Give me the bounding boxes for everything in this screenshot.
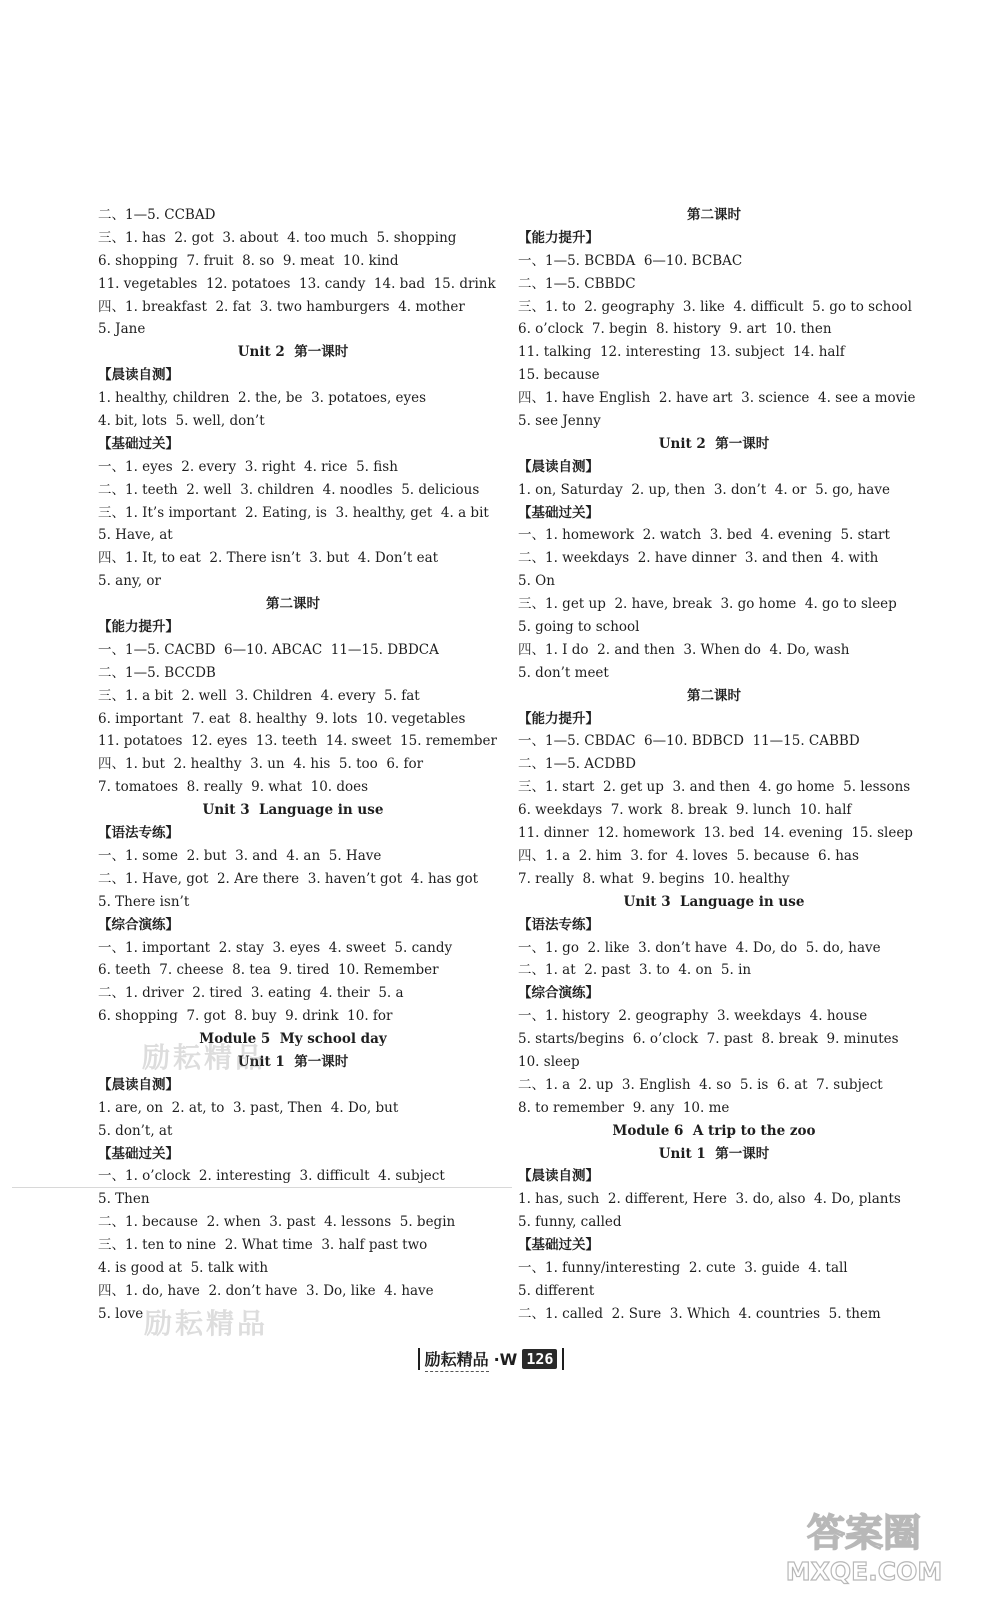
exercise-label: 【能力提升】: [98, 619, 179, 636]
exercise-label: 【晨读自测】: [98, 367, 179, 384]
exercise-label: 【能力提升】: [518, 229, 599, 246]
exercise-label: 【晨读自测】: [98, 1076, 179, 1093]
exercise-label: 【基础过关】: [98, 435, 179, 452]
section-heading: Unit 1 第一课时: [658, 1145, 770, 1162]
answer-line: 一、1. o’clock 2. interesting 3. difficult 4. subject: [98, 1168, 445, 1185]
answer-line: 四、1. do, have 2. don’t have 3. Do, like 4. have: [98, 1282, 434, 1299]
exercise-label: 【语法专练】: [518, 916, 599, 933]
answer-line: 11. dinner 12. homework 13. bed 14. evening 15. sleep: [518, 825, 913, 842]
exercise-label: 【语法专练】: [98, 825, 179, 842]
answer-line: 二、1. driver 2. tired 3. eating 4. their 5. a: [98, 985, 404, 1002]
section-heading: 第二课时: [687, 207, 741, 223]
answer-line: 5. don’t meet: [518, 664, 609, 681]
exercise-label: 【基础过关】: [518, 1237, 599, 1254]
answer-line: 二、1. a 2. up 3. English 4. so 5. is 6. at 7. subject: [518, 1076, 883, 1093]
answer-line: 二、1. Have, got 2. Are there 3. haven’t got 4. has got: [98, 870, 479, 887]
answer-line: 11. vegetables 12. potatoes 13. candy 14. bad 15. drink: [98, 275, 496, 292]
answer-line: 三、1. has 2. got 3. about 4. too much 5. shopping: [98, 229, 457, 246]
answer-line: 一、1. eyes 2. every 3. right 4. rice 5. fish: [98, 458, 398, 475]
answer-line: 三、1. It’s important 2. Eating, is 3. healthy, get 4. a bit: [98, 504, 489, 521]
answer-line: 5. funny, called: [518, 1214, 622, 1231]
answer-column-left: [98, 204, 497, 1326]
answer-line: 一、1—5. CBDAC 6—10. BDBCD 11—15. CABBD: [518, 733, 860, 750]
watermark-logo: [749, 1504, 979, 1588]
answer-line: 二、1. weekdays 2. have dinner 3. and then 4. with: [518, 550, 879, 567]
answer-line: 一、1—5. BCBDA 6—10. BCBAC: [518, 252, 743, 269]
answer-line: 三、1. get up 2. have, break 3. go home 4. go to sleep: [518, 596, 897, 613]
answer-line: 5. love: [98, 1305, 144, 1322]
answer-line: 三、1. ten to nine 2. What time 3. half past two: [98, 1237, 428, 1254]
answer-line: 5. Then: [98, 1191, 150, 1208]
answer-line: 二、1—5. BCCDB: [98, 664, 216, 681]
answer-line: 6. shopping 7. fruit 8. so 9. meat 10. kind: [98, 252, 399, 269]
answer-line: 一、1. history 2. geography 3. weekdays 4. house: [518, 1008, 868, 1025]
answer-line: 三、1. start 2. get up 3. and then 4. go home 5. lessons: [518, 779, 911, 796]
section-heading: 第二课时: [266, 596, 320, 613]
answer-line: 一、1. go 2. like 3. don’t have 4. Do, do 5. do, have: [518, 939, 881, 956]
answer-line: 7. really 8. what 9. begins 10. healthy: [518, 870, 790, 887]
exercise-label: 【晨读自测】: [518, 458, 599, 475]
answer-line: 四、1. but 2. healthy 3. un 4. his 5. too 6. for: [98, 756, 424, 773]
section-heading: Unit 3 Language in use: [623, 893, 805, 910]
answer-line: 11. potatoes 12. eyes 13. teeth 14. sweet 15. remember: [98, 733, 497, 750]
answer-line: 二、1. because 2. when 3. past 4. lessons 5. begin: [98, 1214, 456, 1231]
section-heading: Unit 2 第一课时: [237, 344, 349, 361]
answer-line: 11. talking 12. interesting 13. subject 14. half: [518, 344, 845, 361]
answer-line: 三、1. a bit 2. well 3. Children 4. every 5. fat: [98, 687, 420, 704]
page-footer: [411, 1346, 571, 1372]
answer-line: 四、1. I do 2. and then 3. When do 4. Do, wash: [518, 641, 850, 658]
faded-stamp: 励耘精品: [144, 1307, 269, 1340]
exercise-label: 【基础过关】: [518, 504, 599, 521]
answer-line: 三、1. to 2. geography 3. like 4. difficult 5. go to school: [518, 298, 912, 315]
answer-line: 5. There isn’t: [98, 893, 190, 910]
page-number: 126: [522, 1349, 557, 1369]
answer-line: 5. going to school: [518, 619, 640, 636]
exercise-label: 【基础过关】: [98, 1145, 179, 1162]
answer-line: 1. healthy, children 2. the, be 3. potatoes, eyes: [98, 390, 427, 407]
answer-line: 1. on, Saturday 2. up, then 3. don’t 4. or 5. go, have: [518, 481, 890, 498]
footer-sep: ·W: [493, 1349, 518, 1369]
answer-line: 5. starts/begins 6. o’clock 7. past 8. break 9. minutes: [518, 1031, 899, 1048]
answer-line: 5. any, or: [98, 573, 161, 590]
section-heading: Unit 1 第一课时: [237, 1053, 349, 1070]
answer-line: 二、1. at 2. past 3. to 4. on 5. in: [518, 962, 752, 979]
answer-line: 二、1—5. CBBDC: [518, 275, 636, 292]
answer-column-right: [518, 204, 916, 1326]
answer-line: 二、1. called 2. Sure 3. Which 4. countries 5. them: [518, 1305, 881, 1322]
exercise-label: 【能力提升】: [518, 710, 599, 727]
answer-line: 二、1—5. ACDBD: [518, 756, 636, 773]
answer-line: 5. Have, at: [98, 527, 173, 544]
footer-title: 励耘精品: [425, 1347, 489, 1372]
watermark-brand: 答案圈: [806, 1511, 922, 1555]
section-heading: Unit 2 第一课时: [658, 435, 770, 452]
answer-line: 5. different: [518, 1282, 595, 1299]
section-heading: 第二课时: [687, 687, 741, 704]
answer-line: 一、1. important 2. stay 3. eyes 4. sweet 5. candy: [98, 939, 453, 956]
answer-line: 四、1. It, to eat 2. There isn’t 3. but 4. Don’t eat: [98, 550, 439, 567]
answer-line: 四、1. breakfast 2. fat 3. two hamburgers 4. mother: [98, 298, 465, 315]
answer-line: 一、1. funny/interesting 2. cute 3. guide 4. tall: [518, 1259, 848, 1276]
answer-line: 四、1. a 2. him 3. for 4. loves 5. because 6. has: [518, 847, 859, 864]
answer-line: 四、1. have English 2. have art 3. science 4. see a movie: [518, 390, 916, 407]
answer-line: 一、1. homework 2. watch 3. bed 4. evening 5. start: [518, 527, 890, 544]
exercise-label: 【晨读自测】: [518, 1168, 599, 1185]
page-divider: [12, 1187, 512, 1188]
answer-line: 10. sleep: [518, 1053, 580, 1070]
footer-bar-left: [418, 1348, 420, 1370]
exercise-label: 【综合演练】: [518, 985, 599, 1002]
answer-line: 一、1—5. CACBD 6—10. ABCAC 11—15. DBDCA: [98, 641, 439, 658]
answer-line: 一、1. some 2. but 3. and 4. an 5. Have: [98, 847, 382, 864]
answer-line: 8. to remember 9. any 10. me: [518, 1099, 730, 1116]
exercise-label: 【综合演练】: [98, 916, 179, 933]
answer-line: 二、1—5. CCBAD: [98, 207, 216, 223]
section-heading: Module 6 A trip to the zoo: [612, 1122, 816, 1139]
answer-line: 7. tomatoes 8. really 9. what 10. does: [98, 779, 369, 796]
answer-line: 5. On: [518, 573, 555, 590]
section-heading: Unit 3 Language in use: [202, 802, 384, 819]
answer-line: 4. is good at 5. talk with: [98, 1259, 269, 1276]
answer-line: 5. see Jenny: [518, 413, 601, 430]
answer-line: 5. don’t, at: [98, 1122, 173, 1139]
answer-line: 1. are, on 2. at, to 3. past, Then 4. Do, but: [98, 1099, 399, 1116]
answer-line: 6. shopping 7. got 8. buy 9. drink 10. for: [98, 1008, 393, 1025]
answer-line: 二、1. teeth 2. well 3. children 4. noodles 5. delicious: [98, 481, 480, 498]
answer-line: 6. teeth 7. cheese 8. tea 9. tired 10. Remember: [98, 962, 439, 979]
footer-bar-right: [562, 1348, 564, 1370]
answer-line: 6. important 7. eat 8. healthy 9. lots 10. vegetables: [98, 710, 466, 727]
answer-line: 1. has, such 2. different, Here 3. do, also 4. Do, plants: [518, 1191, 901, 1208]
answer-line: 15. because: [518, 367, 600, 384]
section-heading: Module 5 My school day: [199, 1031, 387, 1048]
watermark-site: MXQE.COM: [785, 1557, 943, 1586]
answer-line: 4. bit, lots 5. well, don’t: [98, 413, 265, 430]
answer-line: 5. Jane: [98, 321, 146, 338]
faded-stamp: 励耘精品: [142, 1041, 267, 1074]
answer-line: 6. o’clock 7. begin 8. history 9. art 10. then: [518, 321, 832, 338]
answer-line: 6. weekdays 7. work 8. break 9. lunch 10. half: [518, 802, 852, 819]
